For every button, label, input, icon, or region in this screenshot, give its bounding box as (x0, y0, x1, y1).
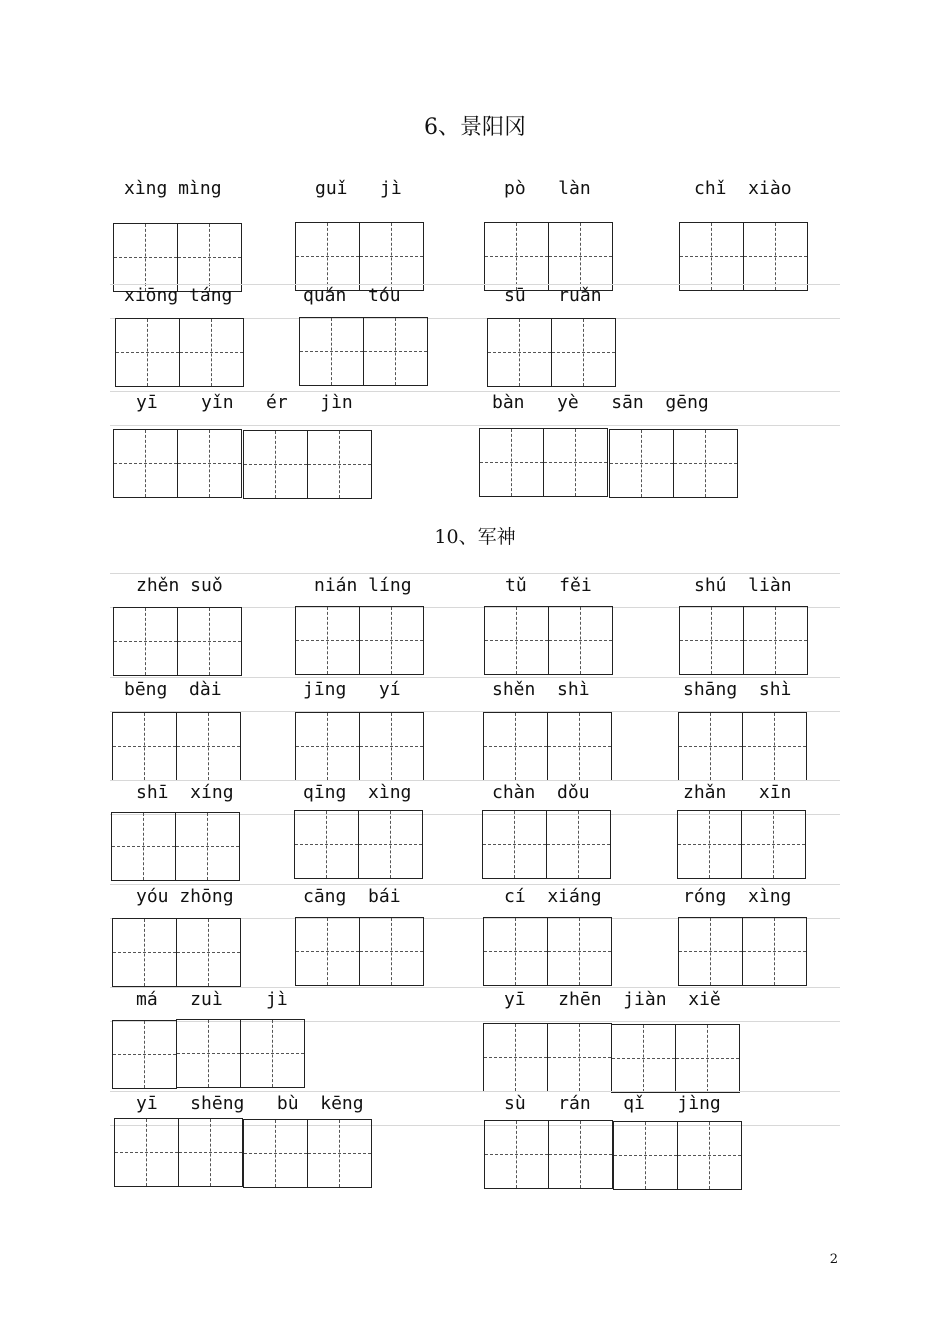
pinyin-nianling: nián líng (314, 575, 412, 596)
char-grid[interactable] (679, 606, 808, 675)
char-cell[interactable] (487, 318, 552, 387)
char-cell[interactable] (675, 1024, 740, 1093)
char-cell[interactable] (548, 1120, 613, 1189)
char-cell[interactable] (484, 606, 549, 675)
pinyin-suranqijing: sù rán qǐ jìng (504, 1093, 721, 1114)
char-cell[interactable] (358, 810, 423, 879)
char-grid[interactable] (295, 712, 424, 781)
char-grid[interactable] (479, 428, 608, 497)
char-grid[interactable] (243, 430, 372, 499)
char-cell[interactable] (114, 1118, 179, 1187)
char-grid[interactable] (295, 917, 424, 986)
pinyin-polan: pò làn (504, 178, 591, 199)
char-cell[interactable] (679, 222, 744, 291)
char-cell[interactable] (551, 318, 616, 387)
char-cell[interactable] (295, 606, 360, 675)
char-cell[interactable] (295, 712, 360, 781)
char-grid[interactable] (611, 1024, 740, 1093)
char-grid[interactable] (113, 607, 242, 676)
char-grid[interactable] (613, 1121, 742, 1190)
char-cell[interactable] (359, 222, 424, 291)
char-cell[interactable] (176, 1019, 241, 1088)
pinyin-youzhong: yóu zhōng (136, 886, 234, 907)
char-cell[interactable] (483, 917, 548, 986)
char-cell[interactable] (743, 606, 808, 675)
char-cell[interactable] (113, 607, 178, 676)
char-cell[interactable] (115, 318, 180, 387)
pinyin-chixiao: chǐ xiào (694, 178, 792, 199)
char-grid[interactable] (295, 606, 424, 675)
pinyin-tufei: tǔ fěi (505, 575, 592, 596)
char-cell[interactable] (742, 917, 807, 986)
char-cell[interactable] (547, 712, 612, 781)
char-cell[interactable] (546, 810, 611, 879)
char-grid[interactable] (294, 810, 423, 879)
char-cell[interactable] (547, 1023, 612, 1092)
char-cell[interactable] (113, 223, 178, 292)
pinyin-chandou: chàn dǒu (492, 782, 590, 803)
pinyin-banyesangeng: bàn yè sān gēng (492, 392, 709, 413)
char-cell[interactable] (178, 1118, 243, 1187)
char-cell[interactable] (547, 917, 612, 986)
char-grid[interactable] (112, 918, 241, 987)
char-cell[interactable] (613, 1121, 678, 1190)
char-cell[interactable] (484, 1120, 549, 1189)
char-cell[interactable] (177, 223, 242, 292)
char-cell[interactable] (177, 607, 242, 676)
char-cell[interactable] (113, 429, 178, 498)
char-cell[interactable] (112, 918, 177, 987)
char-cell[interactable] (677, 810, 742, 879)
lesson-title-jingyanggang: 6、景阳冈 (424, 115, 526, 140)
pinyin-yizhenjianxie: yī zhēn jiàn xiě (504, 989, 721, 1010)
char-cell[interactable] (611, 1024, 676, 1093)
pinyin-yishengbukeng: yī shēng bù kēng (136, 1093, 364, 1114)
char-cell[interactable] (363, 317, 428, 386)
char-cell[interactable] (240, 1019, 305, 1088)
pinyin-rongxing: róng xìng (683, 886, 792, 907)
char-cell[interactable] (543, 428, 608, 497)
char-grid[interactable] (295, 222, 424, 291)
char-cell[interactable] (548, 606, 613, 675)
char-grid[interactable] (111, 812, 240, 881)
pinyin-zhanxin: zhǎn xīn (683, 782, 792, 803)
char-cell[interactable] (112, 1020, 177, 1089)
char-cell[interactable] (483, 712, 548, 781)
pinyin-jingyi: jīng yí (303, 679, 401, 700)
char-grid[interactable] (243, 1119, 372, 1188)
char-grid[interactable] (483, 917, 612, 986)
char-cell[interactable] (678, 917, 743, 986)
char-grid[interactable] (112, 1020, 177, 1089)
char-cell[interactable] (243, 1119, 308, 1188)
pinyin-bengdai: bēng dài (124, 679, 222, 700)
lesson-title-junshen: 10、军神 (434, 526, 516, 548)
char-cell[interactable] (295, 917, 360, 986)
pinyin-cixiang: cí xiáng (504, 886, 602, 907)
pinyin-zhensuo: zhěn suǒ (136, 575, 223, 596)
char-cell[interactable] (609, 429, 674, 498)
char-cell[interactable] (294, 810, 359, 879)
char-cell[interactable] (479, 428, 544, 497)
pinyin-cangbai: cāng bái (303, 886, 401, 907)
char-cell[interactable] (176, 712, 241, 781)
char-cell[interactable] (243, 430, 308, 499)
char-cell[interactable] (483, 1023, 548, 1092)
char-cell[interactable] (359, 606, 424, 675)
char-grid[interactable] (176, 1019, 305, 1088)
char-grid[interactable] (299, 317, 428, 386)
char-cell[interactable] (679, 606, 744, 675)
char-cell[interactable] (111, 812, 176, 881)
char-cell[interactable] (359, 712, 424, 781)
pinyin-shixing: shī xíng (136, 782, 234, 803)
char-grid[interactable] (487, 318, 616, 387)
char-grid[interactable] (679, 222, 808, 291)
char-cell[interactable] (359, 917, 424, 986)
char-grid[interactable] (484, 222, 613, 291)
char-cell[interactable] (295, 222, 360, 291)
char-grid[interactable] (113, 223, 242, 292)
char-grid[interactable] (484, 606, 613, 675)
char-cell[interactable] (112, 712, 177, 781)
char-cell[interactable] (179, 318, 244, 387)
char-grid[interactable] (483, 1023, 612, 1092)
pinyin-guiji: guǐ jì (315, 178, 402, 199)
char-grid[interactable] (677, 810, 806, 879)
pinyin-yiyinerjin: yī yǐn ér jìn (136, 392, 353, 413)
pinyin-shulian: shú liàn (694, 575, 792, 596)
char-cell[interactable] (484, 222, 549, 291)
char-cell[interactable] (175, 812, 240, 881)
char-cell[interactable] (299, 317, 364, 386)
pinyin-suruan: sū ruǎn (504, 285, 602, 306)
pinyin-xiongtang: xiōng táng (124, 285, 233, 306)
char-cell[interactable] (176, 918, 241, 987)
char-cell[interactable] (548, 222, 613, 291)
pinyin-qingxing: qīng xìng (303, 782, 412, 803)
char-grid[interactable] (609, 429, 738, 498)
char-cell[interactable] (307, 1119, 372, 1188)
char-cell[interactable] (673, 429, 738, 498)
char-grid[interactable] (115, 318, 244, 387)
pinyin-shangshi: shāng shì (683, 679, 792, 700)
pinyin-mazuiji: má zuì jì (136, 989, 288, 1010)
char-cell[interactable] (177, 429, 242, 498)
char-grid[interactable] (678, 917, 807, 986)
char-grid[interactable] (114, 1118, 243, 1187)
char-cell[interactable] (307, 430, 372, 499)
char-grid[interactable] (482, 810, 611, 879)
char-cell[interactable] (743, 222, 808, 291)
char-cell[interactable] (741, 810, 806, 879)
pinyin-quantou: quán tóu (303, 285, 401, 306)
char-grid[interactable] (483, 712, 612, 781)
pinyin-shenshi: shěn shì (492, 679, 590, 700)
char-grid[interactable] (112, 712, 241, 781)
char-cell[interactable] (677, 1121, 742, 1190)
char-grid[interactable] (484, 1120, 613, 1189)
page-number: 2 (829, 1252, 838, 1267)
char-cell[interactable] (678, 712, 743, 781)
pinyin-xingming: xìng mìng (124, 178, 222, 199)
char-grid[interactable] (113, 429, 242, 498)
char-cell[interactable] (742, 712, 807, 781)
char-cell[interactable] (482, 810, 547, 879)
char-grid[interactable] (678, 712, 807, 781)
